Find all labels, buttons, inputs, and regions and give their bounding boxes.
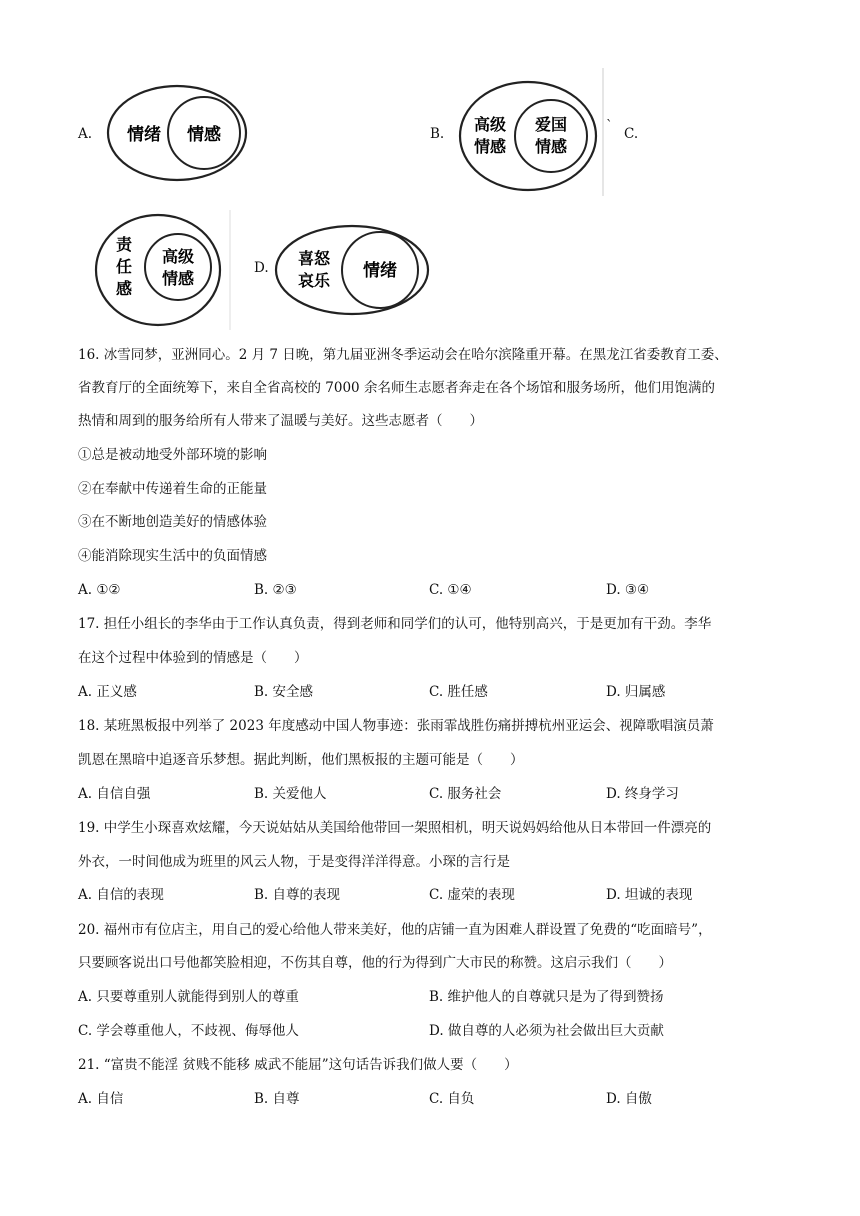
q20-stem-line-1: 20. 福州市有位店主，用自己的爱心给他人带来美好，他的店铺一直为困难人群设置了免费的“吃面暗号”， [78,922,712,938]
q16-option-a: A. ①② [78,582,121,598]
outer-ellipse [96,215,220,325]
q19-option-c: C. 虚荣的表现 [429,887,515,903]
diagram-d [272,220,434,320]
q17-option-a: A. 正义感 [78,684,137,700]
option-b-label: B. [430,126,445,142]
outer-ellipse [276,226,428,314]
q17-option-b: B. 安全感 [254,684,314,700]
q19-option-d: D. 坦诚的表现 [606,887,693,903]
q16-item-4: ④能消除现实生活中的负面情感 [78,548,267,564]
inner-text-1: 高级 [161,247,195,266]
q17-stem-line-2: 在这个过程中体验到的情感是（ ） [78,650,308,666]
option-c-label: C. [624,126,639,142]
diagram-b [454,68,606,196]
q20-option-d: D. 做自尊的人必须为社会做出巨大贡献 [429,1023,664,1039]
inner-text: 情感 [187,125,221,145]
inner-circle [515,100,587,172]
q21-option-c: C. 自负 [429,1091,475,1107]
inner-text-2: 情感 [534,137,568,156]
q16-option-b: B. ②③ [254,582,297,598]
inner-text-2: 情感 [161,269,195,288]
q21-option-a: A. 自信 [78,1091,124,1107]
outer-text-2: 任 [115,257,133,276]
outer-ellipse [460,82,596,190]
option-d-label: D. [254,260,269,276]
tick-mark: ` [606,118,613,134]
q16-option-c: C. ①④ [429,582,472,598]
q19-option-b: B. 自尊的表现 [254,887,341,903]
q21-stem-line-1: 21. “富贵不能淫 贫贱不能移 威武不能屈”这句话告诉我们做人要（ ） [78,1057,518,1073]
q20-option-a: A. 只要尊重别人就能得到别人的尊重 [78,989,299,1005]
q18-option-d: D. 终身学习 [606,786,679,802]
outer-text-2: 哀乐 [297,271,331,290]
q18-option-c: C. 服务社会 [429,786,502,802]
outer-text-1: 喜怒 [297,249,331,268]
q16-stem-line-1: 16. 冰雪同梦，亚洲同心。2 月 7 日晚，第九届亚洲冬季运动会在哈尔滨隆重开幕。在黑龙江省委教育工委、 [78,347,728,363]
q16-stem-line-2: 省教育厅的全面统筹下，来自全省高校的 7000 余名师生志愿者奔走在各个场馆和服务场所，他们用饱满的 [78,380,715,396]
q19-stem-line-1: 19. 中学生小琛喜欢炫耀，今天说姑姑从美国给他带回一架照相机，明天说妈妈给他从日本带回一件漂亮的 [78,820,712,836]
q20-stem-line-2: 只要顾客说出口号他都笑脸相迎，不伤其自尊，他的行为得到广大市民的称赞。这启示我们（ ） [78,955,672,971]
inner-text: 情绪 [363,261,397,281]
q16-item-3: ③在不断地创造美好的情感体验 [78,514,267,530]
q18-stem-line-2: 凯恩在黑暗中追逐音乐梦想。据此判断，他们黑板报的主题可能是（ ） [78,752,524,768]
q17-option-c: C. 胜任感 [429,684,488,700]
q16-stem-line-3: 热情和周到的服务给所有人带来了温暖与美好。这些志愿者（ ） [78,413,483,429]
outer-text-3: 感 [115,279,133,298]
diagram-c [86,210,236,330]
q17-stem-line-1: 17. 担任小组长的李华由于工作认真负责，得到老师和同学们的认可，他特别高兴，于是更加有干劲。李华 [78,616,712,632]
outer-text-1: 责 [115,235,133,254]
q18-stem-line-1: 18. 某班黑板报中列举了 2023 年度感动中国人物事迹：张雨霏战胜伤痛拼搏杭州亚运会、视障歌唱演员萧 [78,718,714,734]
q16-item-2: ②在奉献中传递着生命的正能量 [78,481,267,497]
outer-text-2: 情感 [473,137,507,156]
q20-option-b: B. 维护他人的自尊就只是为了得到赞扬 [429,989,664,1005]
q21-option-d: D. 自傲 [606,1091,652,1107]
outer-text-1: 高级 [473,115,507,134]
outer-text: 情绪 [127,125,161,145]
q18-option-a: A. 自信自强 [78,786,151,802]
inner-text-1: 爱国 [534,115,568,134]
q18-option-b: B. 关爱他人 [254,786,327,802]
q19-option-a: A. 自信的表现 [78,887,164,903]
option-a-label: A. [78,126,93,142]
q21-option-b: B. 自尊 [254,1091,300,1107]
diagram-a [104,82,250,184]
q16-item-1: ①总是被动地受外部环境的影响 [78,447,267,463]
q16-option-d: D. ③④ [606,582,650,598]
q19-stem-line-2: 外衣，一时间他成为班里的风云人物，于是变得洋洋得意。小琛的言行是 [78,854,510,870]
q20-option-c: C. 学会尊重他人，不歧视、侮辱他人 [78,1023,299,1039]
inner-circle [145,234,211,300]
q17-option-d: D. 归属感 [606,684,666,700]
